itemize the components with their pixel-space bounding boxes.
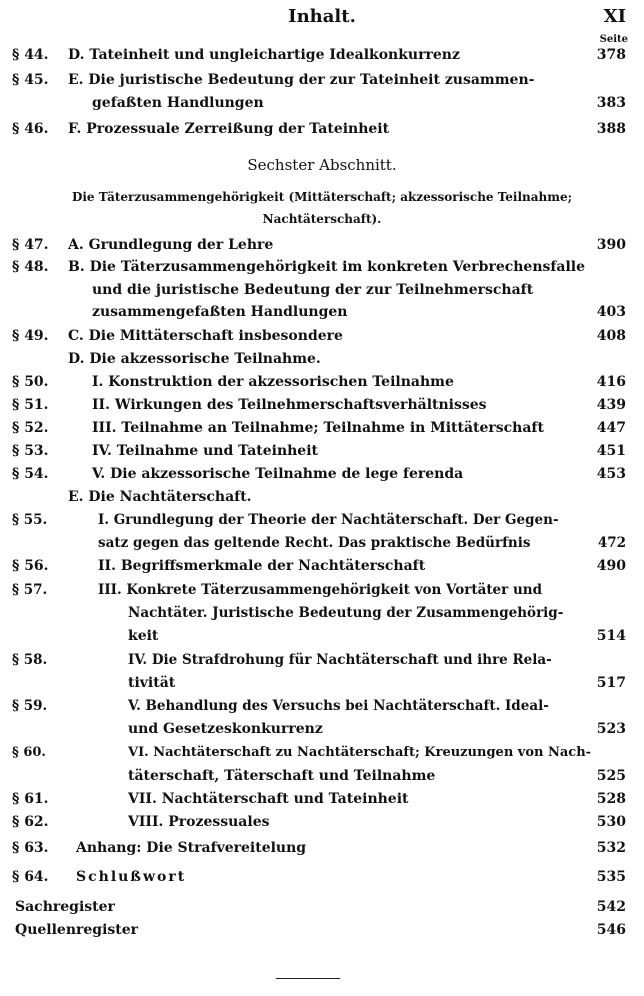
toc-row <box>0 717 644 741</box>
page-ref: 532 <box>596 840 626 856</box>
toc-row <box>0 68 644 92</box>
toc-row <box>0 554 644 578</box>
section-number: § 64. <box>12 869 49 885</box>
entry-text: und Gesetzeskonkurrenz <box>128 721 323 737</box>
entry-text: II. Begriffsmerkmale der Nachtäterschaft <box>98 558 426 574</box>
entry-text: III. Teilnahme an Teilnahme; Teilnahme in Mittäterschaft <box>92 420 544 436</box>
toc-row <box>0 255 644 279</box>
page-ref: 472 <box>597 535 626 551</box>
page-ref: 451 <box>596 443 626 459</box>
toc-row <box>0 624 644 648</box>
page-title: Inhalt. <box>288 6 356 27</box>
section-number: § 63. <box>12 840 49 856</box>
entry-text: II. Wirkungen des Teilnehmerschaftsverhältnisses <box>92 397 487 413</box>
section-number: § 60. <box>12 745 46 760</box>
section-number: § 48. <box>12 259 49 275</box>
page-ref: 546 <box>596 922 626 938</box>
seite-label: Seite <box>599 34 628 45</box>
entry-text: F. Prozessuale Zerreißung der Tateinheit <box>68 121 390 137</box>
section-number: § 61. <box>12 791 49 807</box>
section-number: § 45. <box>12 72 49 88</box>
entry-text: IV. Teilnahme und Tateinheit <box>92 443 319 459</box>
toc-row <box>0 918 644 942</box>
page-ref: 530 <box>596 814 626 830</box>
entry-text: VIII. Prozessuales <box>128 814 270 830</box>
toc-row <box>0 347 644 371</box>
entry-text: Nachtäter. Juristische Bedeutung der Zusammengehörig- <box>128 605 564 621</box>
toc-row <box>0 671 644 695</box>
entry-text: Sachregister <box>15 899 115 915</box>
section-number: § 56. <box>12 558 49 574</box>
entry-text: B. Die Täterzusammengehörigkeit im konkreten Verbrechensfalle <box>68 259 586 275</box>
page-ref: 378 <box>596 47 626 63</box>
toc-row <box>0 462 644 486</box>
entry-text: Anhang: Die Strafvereitelung <box>76 840 307 856</box>
entry-text: V. Die akzessorische Teilnahme de lege ferenda <box>92 466 464 482</box>
entry-text: A. Grundlegung der Lehre <box>68 237 274 253</box>
toc-row <box>0 694 644 718</box>
toc-row <box>0 578 644 602</box>
toc-row <box>0 508 644 532</box>
section-number: § 58. <box>12 652 48 668</box>
toc-row <box>0 324 644 348</box>
entry-text: zusammengefaßten Handlungen <box>92 304 348 320</box>
entry-text: V. Behandlung des Versuchs bei Nachtäterschaft. Ideal- <box>128 698 549 714</box>
section-number: § 49. <box>12 328 49 344</box>
section-number: § 46. <box>12 121 49 137</box>
page-ref: 517 <box>596 675 626 691</box>
toc-row <box>0 485 644 509</box>
entry-text: und die juristische Bedeutung der zur Teilnehmerschaft <box>92 282 534 298</box>
page-ref: 439 <box>596 397 626 413</box>
page-ref: 403 <box>596 304 626 320</box>
entry-text: gefaßten Handlungen <box>92 95 264 111</box>
page-ref: 383 <box>596 95 626 111</box>
entry-text: D. Tateinheit und ungleichartige Idealkonkurrenz <box>68 47 460 63</box>
page-ref: 514 <box>596 628 626 644</box>
footer-rule <box>276 978 340 979</box>
toc-row <box>0 531 644 555</box>
toc-row <box>0 865 644 889</box>
toc-row <box>0 278 644 302</box>
page-ref: 523 <box>596 721 626 737</box>
toc-row <box>0 764 644 788</box>
section-number: § 62. <box>12 814 49 830</box>
entry-text: I. Konstruktion der akzessorischen Teilnahme <box>92 374 454 390</box>
section-number: § 55. <box>12 512 48 528</box>
section-number: § 54. <box>12 466 49 482</box>
toc-row <box>0 43 644 67</box>
toc-row <box>0 648 644 672</box>
page-ref: 390 <box>596 237 626 253</box>
toc-row <box>0 370 644 394</box>
section-number: § 51. <box>12 397 49 413</box>
toc-row <box>0 810 644 834</box>
page-ref: 542 <box>596 899 626 915</box>
toc-row <box>0 416 644 440</box>
toc-row <box>0 741 644 765</box>
entry-text: E. Die juristische Bedeutung der zur Tateinheit zusammen- <box>68 72 535 88</box>
section-number: § 53. <box>12 443 49 459</box>
toc-row <box>0 836 644 860</box>
section-number: § 50. <box>12 374 49 390</box>
page-ref: 528 <box>596 791 626 807</box>
section-number: § 59. <box>12 698 48 714</box>
toc-row <box>0 601 644 625</box>
section-number: § 52. <box>12 420 49 436</box>
page-ref: 388 <box>596 121 626 137</box>
page-ref: 535 <box>596 869 626 885</box>
section-number: § 47. <box>12 237 49 253</box>
entry-text: I. Grundlegung der Theorie der Nachtäterschaft. Der Gegen- <box>98 512 559 528</box>
section-title-line1: Die Täterzusammengehörigkeit (Mittäterschaft; akzessorische Teilnahme; <box>71 190 573 204</box>
entry-text: satz gegen das geltende Recht. Das praktische Bedürfnis <box>98 535 531 551</box>
section-title-line2: Nachtäterschaft). <box>262 212 382 226</box>
section-number: § 57. <box>12 582 48 598</box>
toc-row <box>0 117 644 141</box>
page-ref: 416 <box>596 374 626 390</box>
page-ref: 453 <box>596 466 626 482</box>
entry-text: VII. Nachtäterschaft und Tateinheit <box>128 791 409 807</box>
entry-text: Quellenregister <box>15 922 139 938</box>
page-ref: 408 <box>596 328 626 344</box>
toc-row <box>0 300 644 324</box>
section-number-heading: Sechster Abschnitt. <box>247 156 397 174</box>
entry-text: E. Die Nachtäterschaft. <box>68 489 252 505</box>
page-ref: 525 <box>596 768 626 784</box>
toc-row <box>0 439 644 463</box>
entry-text: keit <box>128 628 159 644</box>
toc-row <box>0 787 644 811</box>
entry-text: IV. Die Strafdrohung für Nachtäterschaft und ihre Rela- <box>128 652 552 668</box>
toc-row <box>0 233 644 257</box>
entry-text: tivität <box>128 675 176 691</box>
section-number: § 44. <box>12 47 49 63</box>
entry-text: Schlußwort <box>76 869 187 885</box>
entry-text: C. Die Mittäterschaft insbesondere <box>68 328 343 344</box>
toc-row <box>0 91 644 115</box>
page-ref: 490 <box>596 558 626 574</box>
entry-text: VI. Nachtäterschaft zu Nachtäterschaft; Kreuzungen von Nach- <box>128 745 592 760</box>
entry-text: III. Konkrete Täterzusammengehörigkeit von Vortäter und <box>98 582 543 598</box>
entry-text: D. Die akzessorische Teilnahme. <box>68 351 321 367</box>
entry-text: täterschaft, Täterschaft und Teilnahme <box>128 768 436 784</box>
page-number: XI <box>603 6 626 27</box>
page-ref: 447 <box>596 420 626 436</box>
toc-row <box>0 393 644 417</box>
toc-row <box>0 895 644 919</box>
